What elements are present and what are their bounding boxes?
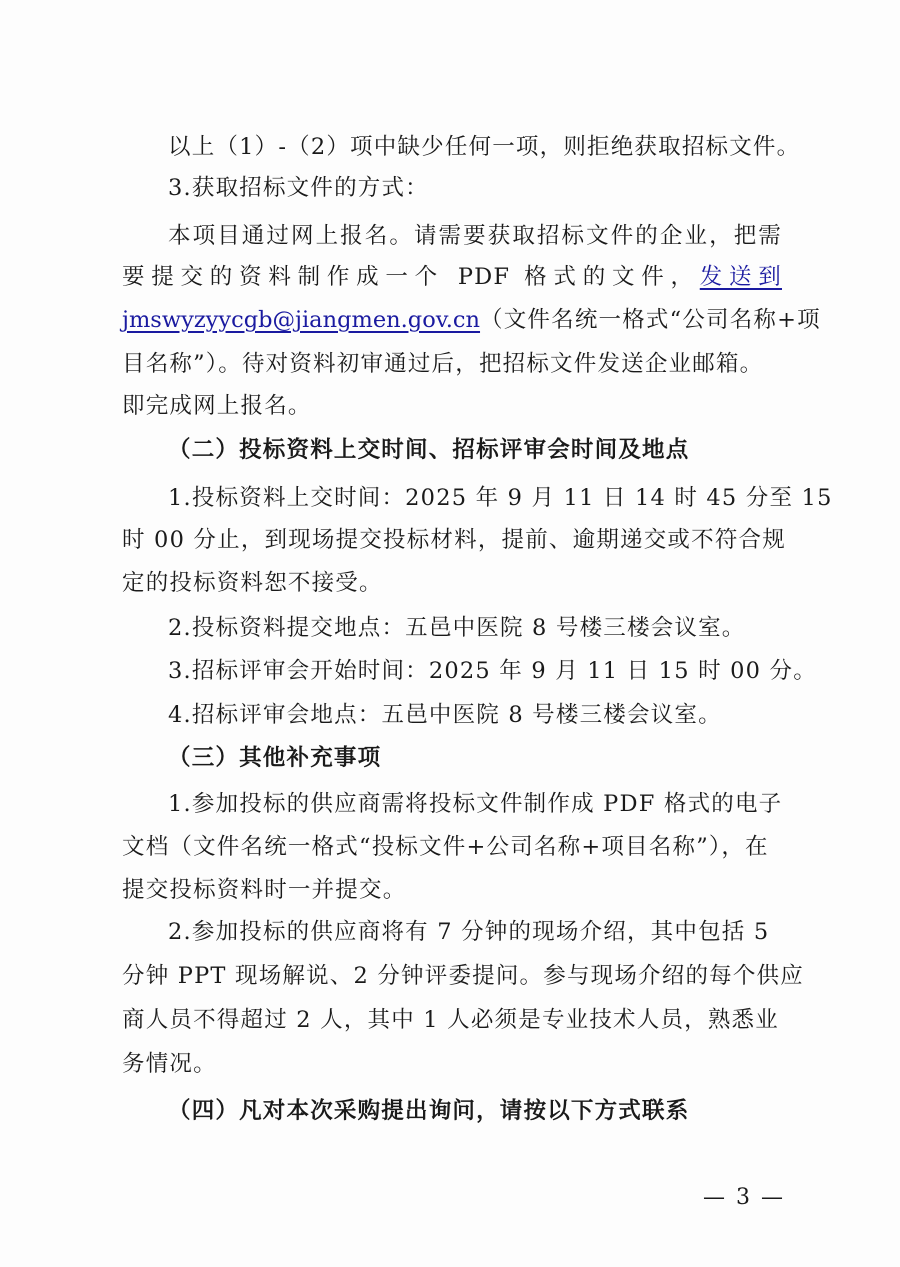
paragraph-submission-time-line1: 1.投标资料上交时间：2025 年 9 月 11 日 14 时 45 分至 15 xyxy=(168,485,833,511)
paragraph-electronic-file-line1: 1.参加投标的供应商需将投标文件制作成 PDF 格式的电子 xyxy=(168,791,783,817)
section-heading-submission-time-place: （二）投标资料上交时间、招标评审会时间及地点 xyxy=(168,437,690,463)
page-number: — 3 — xyxy=(703,1185,785,1210)
paragraph-online-registration-line1: 本项目通过网上报名。请需要获取招标文件的企业，把需 xyxy=(168,223,782,249)
paragraph-presentation-line1: 2.参加投标的供应商将有 7 分钟的现场介绍，其中包括 5 xyxy=(168,919,770,945)
section-heading-inquiry-contact: （四）凡对本次采购提出询问，请按以下方式联系 xyxy=(168,1098,690,1124)
paragraph-review-start-time: 3.招标评审会开始时间：2025 年 9 月 11 日 15 时 00 分。 xyxy=(168,658,817,684)
paragraph-submission-time-line2: 时 00 分止，到现场提交投标材料，提前、逾期递交或不符合规 xyxy=(122,527,786,553)
paragraph-submission-time-line3: 定的投标资料恕不接受。 xyxy=(122,570,383,596)
paragraph-text-segment: 要提交的资料制作成一个 PDF 格式的文件， xyxy=(122,264,700,290)
paragraph-online-registration-line5: 即完成网上报名。 xyxy=(122,393,312,419)
paragraph-presentation-line2: 分钟 PPT 现场解说、2 分钟评委提问。参与现场介绍的每个供应 xyxy=(122,963,804,989)
paragraph-electronic-file-line3: 提交投标资料时一并提交。 xyxy=(122,877,407,903)
paragraph-presentation-line4: 务情况。 xyxy=(122,1051,217,1077)
paragraph-presentation-line3: 商人员不得超过 2 人，其中 1 人必须是专业技术人员，熟悉业 xyxy=(122,1007,779,1033)
paragraph-online-registration-line3 xyxy=(122,302,821,338)
item-heading-obtain-method: 3.获取招标文件的方式： xyxy=(168,175,429,201)
email-link[interactable]: jmswyzyycgb@jiangmen.gov.cn xyxy=(122,307,481,333)
paragraph-submission-place: 2.投标资料提交地点：五邑中医院 8 号楼三楼会议室。 xyxy=(168,615,746,641)
section-heading-other-matters: （三）其他补充事项 xyxy=(168,745,382,771)
paragraph-online-registration-line2 xyxy=(122,259,782,295)
send-to-link[interactable]: 发送到 xyxy=(699,264,782,290)
paragraph-electronic-file-line2: 文档（文件名统一格式“投标文件+公司名称+项目名称”），在 xyxy=(122,834,769,860)
paragraph-online-registration-line4: 目名称”）。待对资料初审通过后，把招标文件发送企业邮箱。 xyxy=(122,351,764,377)
paragraph-review-place: 4.招标评审会地点：五邑中医院 8 号楼三楼会议室。 xyxy=(168,702,722,728)
paragraph-requirement-note: 以上（1）-（2）项中缺少任何一项，则拒绝获取招标文件。 xyxy=(168,134,801,160)
paragraph-text-segment: （文件名统一格式“公司名称+项 xyxy=(480,307,821,333)
